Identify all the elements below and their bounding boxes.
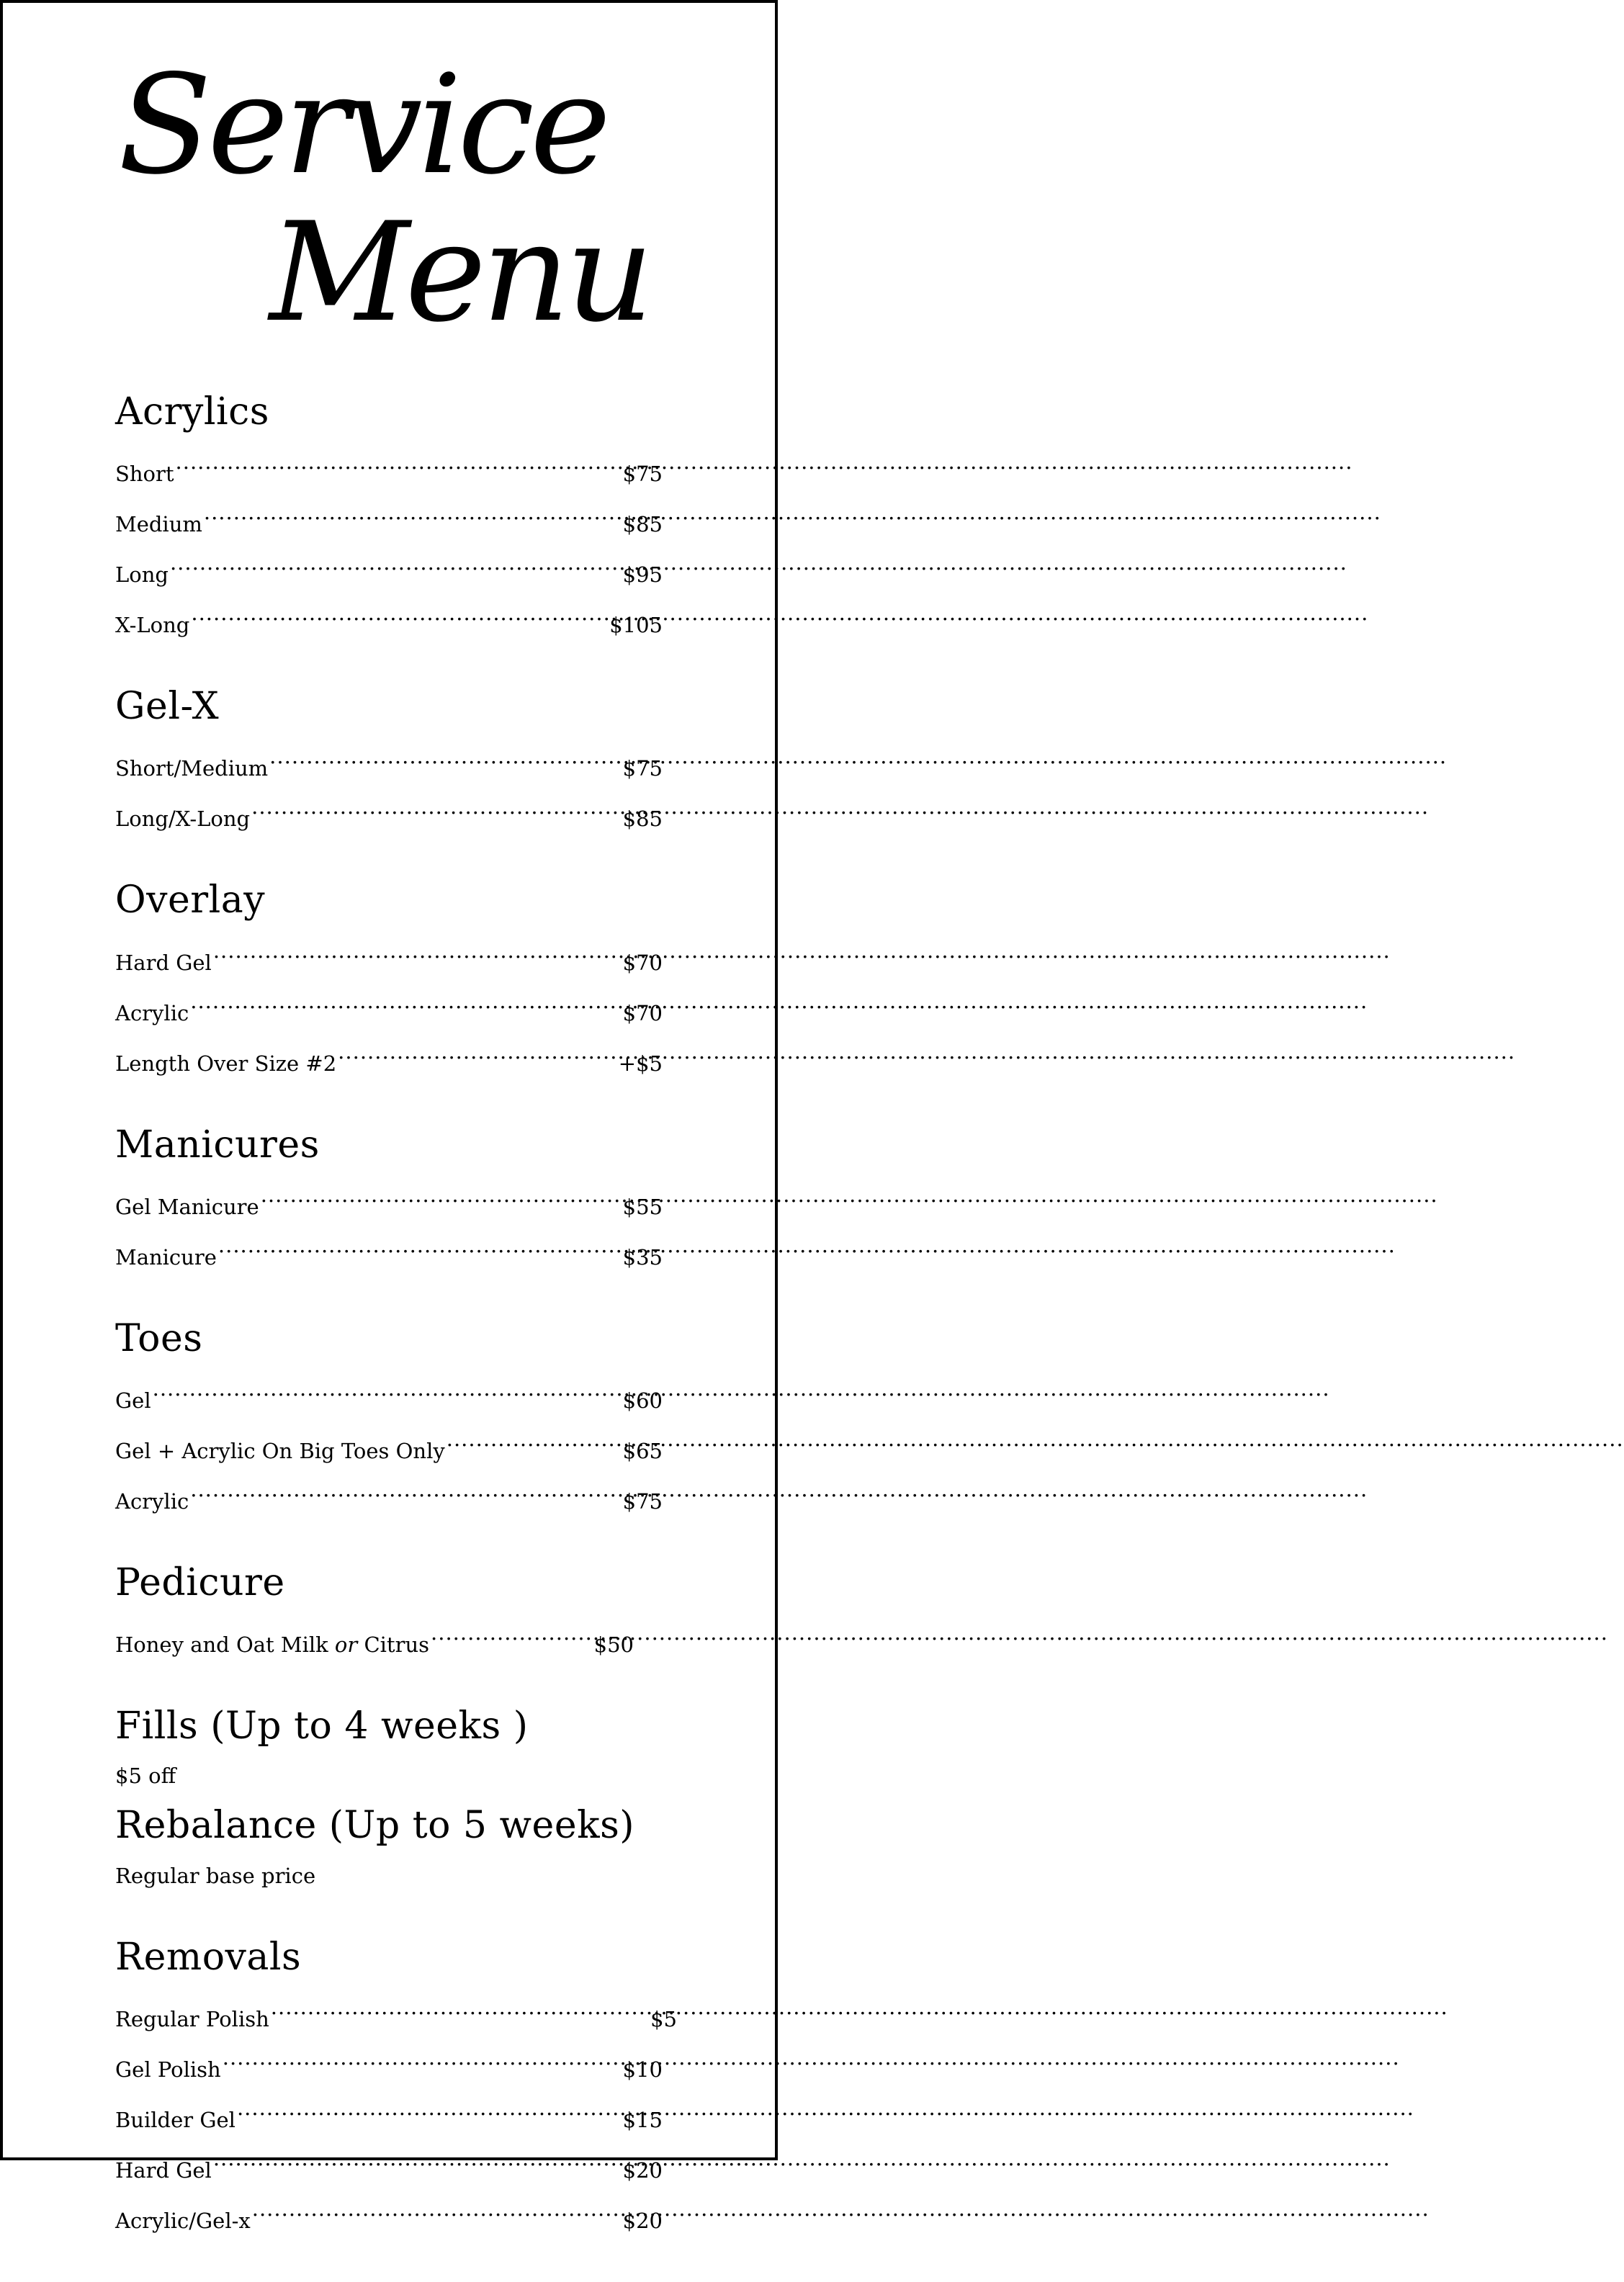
item-name: Regular Polish — [115, 2006, 269, 2031]
menu-item — [115, 1226, 663, 1277]
dot-leader — [204, 493, 622, 531]
dot-leader — [191, 594, 608, 632]
dot-leader — [223, 2039, 622, 2077]
item-price: $15 — [622, 2107, 663, 2132]
dot-leader — [251, 788, 622, 826]
menu-item — [115, 737, 663, 788]
menu-item — [115, 1033, 663, 1083]
dot-leader — [218, 1226, 622, 1264]
menu-item — [115, 2039, 663, 2089]
item-name-part: Citrus — [357, 1632, 430, 1658]
menu-page — [0, 0, 778, 2233]
item-price: $20 — [622, 2208, 663, 2233]
item-price: $5 — [650, 2006, 677, 2031]
title-line-menu: Menu — [269, 193, 650, 352]
section-heading: Acrylics — [115, 390, 269, 434]
title-line-service: Service — [118, 45, 607, 205]
service-menu-title — [3, 3, 775, 377]
menu-item — [115, 544, 663, 594]
item-price: $75 — [622, 1488, 663, 1514]
dot-leader — [213, 2139, 622, 2178]
item-name: Manicure — [115, 1244, 217, 1270]
item-price: $20 — [622, 2157, 663, 2183]
item-name: Long/X-Long — [115, 807, 251, 832]
section-overlay — [115, 880, 706, 1082]
item-name: Length Over Size #2 — [115, 1051, 337, 1076]
item-name: Gel Polish — [115, 2057, 221, 2082]
dot-leader — [213, 932, 622, 970]
menu-item — [115, 493, 663, 544]
item-price: $95 — [622, 562, 663, 588]
menu-item — [115, 2190, 663, 2240]
item-name: Short/Medium — [115, 756, 269, 781]
section-heading: Manicures — [115, 1123, 320, 1167]
item-price: $85 — [622, 512, 663, 537]
dot-leader — [338, 1033, 617, 1071]
section-removals — [115, 1937, 706, 2240]
item-name: Builder Gel — [115, 2107, 235, 2132]
dot-leader — [271, 1988, 649, 2026]
menu-item — [115, 1420, 663, 1470]
dot-leader — [252, 2190, 622, 2228]
dot-leader — [176, 443, 622, 481]
section-rebalance — [115, 1805, 706, 1895]
section-heading: Rebalance (Up to 5 weeks) — [115, 1804, 635, 1848]
item-name-part: Honey and Oat Milk — [115, 1632, 335, 1658]
item-name: Gel Manicure — [115, 1194, 259, 1219]
dot-leader — [269, 737, 621, 776]
menu-item — [115, 982, 663, 1033]
item-price: $55 — [622, 1194, 663, 1219]
fills-note: $5 off — [115, 1764, 176, 1789]
item-price: $60 — [622, 1388, 663, 1413]
dot-leader — [170, 544, 622, 582]
dot-leader — [431, 1614, 593, 1652]
item-price: $65 — [622, 1438, 663, 1463]
item-name — [115, 1626, 429, 1664]
item-name-italic: or — [334, 1632, 358, 1658]
rebalance-note: Regular base price — [115, 1863, 316, 1888]
section-heading: Fills (Up to 4 weeks ) — [115, 1704, 529, 1748]
item-name: Hard Gel — [115, 950, 212, 975]
menu-item — [115, 1370, 663, 1420]
item-name: Acrylic — [115, 1000, 189, 1025]
section-toes — [115, 1316, 706, 1521]
section-manicures — [115, 1125, 706, 1277]
menu-item — [115, 788, 663, 838]
item-name: Acrylic/Gel-x — [115, 2208, 251, 2233]
section-heading: Pedicure — [115, 1560, 285, 1604]
item-name: Long — [115, 562, 169, 588]
section-acrylics — [115, 392, 706, 644]
menu-item — [115, 594, 663, 644]
menu-item — [115, 1614, 634, 1664]
item-price: $50 — [593, 1632, 634, 1658]
section-pedicure — [115, 1560, 706, 1664]
menu-item — [115, 1988, 677, 2039]
item-price: +$5 — [618, 1051, 663, 1076]
section-heading: Overlay — [115, 879, 266, 922]
section-heading: Toes — [115, 1316, 203, 1360]
item-name: Medium — [115, 512, 202, 537]
item-name: Hard Gel — [115, 2157, 212, 2183]
item-price: $75 — [622, 756, 663, 781]
menu-item — [115, 1470, 663, 1521]
item-price: $70 — [622, 1000, 663, 1025]
item-name: Gel + Acrylic On Big Toes Only — [115, 1438, 445, 1463]
item-price: $10 — [622, 2057, 663, 2082]
item-name: Gel — [115, 1388, 151, 1413]
item-name: X-Long — [115, 613, 190, 638]
section-heading: Removals — [115, 1935, 302, 1979]
section-heading: Gel-X — [115, 685, 220, 729]
menu-item — [115, 2089, 663, 2139]
item-name: Short — [115, 462, 174, 487]
dot-leader — [190, 982, 621, 1020]
dot-leader — [153, 1370, 622, 1408]
menu-item — [115, 932, 663, 982]
item-price: $105 — [609, 613, 663, 638]
menu-item — [115, 443, 663, 493]
item-price: $75 — [622, 462, 663, 487]
section-gel-x — [115, 686, 706, 838]
dot-leader — [190, 1470, 621, 1509]
section-fills — [115, 1706, 706, 1795]
menu-item — [115, 1176, 663, 1226]
item-price: $85 — [622, 807, 663, 832]
menu-content — [115, 392, 706, 2282]
dot-leader — [447, 1420, 622, 1458]
dot-leader — [261, 1176, 622, 1214]
item-price: $35 — [622, 1244, 663, 1270]
menu-item — [115, 2139, 663, 2190]
item-price: $70 — [622, 950, 663, 975]
dot-leader — [237, 2089, 622, 2127]
item-name: Acrylic — [115, 1488, 189, 1514]
